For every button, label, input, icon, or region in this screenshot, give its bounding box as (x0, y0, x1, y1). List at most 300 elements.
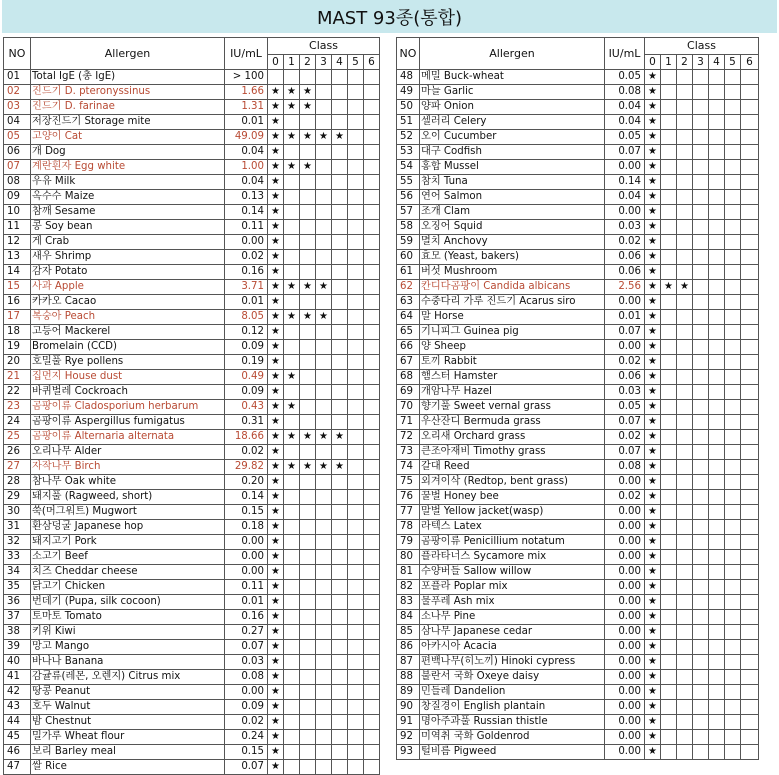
class-cell (348, 760, 364, 775)
row-number: 74 (397, 460, 420, 475)
class-cell (300, 640, 316, 655)
class-cell (725, 415, 741, 430)
class-cell (645, 685, 661, 700)
row-number: 43 (4, 700, 31, 715)
iu-value: 1.31 (225, 100, 268, 115)
class-cell (364, 445, 380, 460)
class-cell (741, 310, 759, 325)
class-cell (300, 265, 316, 280)
class-cell (316, 295, 332, 310)
class-cell (661, 100, 677, 115)
class-cell (725, 160, 741, 175)
iu-value: 0.15 (225, 745, 268, 760)
class-level-header: 5 (725, 55, 741, 70)
class-cell (332, 310, 348, 325)
class-cell (693, 580, 709, 595)
allergen-name: 바퀴벌레 Cockroach (31, 385, 225, 400)
star-icon: ★ (271, 491, 280, 502)
allergen-name: 감자 Potato (31, 265, 225, 280)
star-icon: ★ (271, 656, 280, 667)
class-cell (300, 700, 316, 715)
row-number: 75 (397, 475, 420, 490)
star-icon: ★ (648, 116, 657, 127)
class-cell (284, 220, 300, 235)
class-cell (268, 760, 284, 775)
allergen-name: 카카오 Cacao (31, 295, 225, 310)
class-cell (316, 355, 332, 370)
class-cell (348, 745, 364, 760)
class-cell (725, 700, 741, 715)
star-icon: ★ (271, 446, 280, 457)
star-icon: ★ (271, 176, 280, 187)
row-number: 30 (4, 505, 31, 520)
allergen-column-header: Allergen (31, 38, 225, 70)
class-cell (284, 700, 300, 715)
star-icon: ★ (303, 101, 312, 112)
class-cell (364, 580, 380, 595)
row-number: 50 (397, 100, 420, 115)
class-cell (348, 415, 364, 430)
iu-value: 0.00 (605, 550, 645, 565)
allergen-name: 참깨 Sesame (31, 205, 225, 220)
class-cell (741, 610, 759, 625)
class-cell (284, 235, 300, 250)
iu-value: > 100 (225, 70, 268, 85)
class-cell (677, 670, 693, 685)
allergen-row (4, 235, 380, 250)
allergen-row (397, 640, 759, 655)
star-icon: ★ (648, 506, 657, 517)
class-cell (661, 610, 677, 625)
iu-value: 0.00 (605, 610, 645, 625)
class-cell (693, 490, 709, 505)
class-cell (284, 325, 300, 340)
allergen-row (4, 595, 380, 610)
class-cell (645, 310, 661, 325)
allergen-name: 곰팡이류 Aspergillus fumigatus (31, 415, 225, 430)
row-number: 51 (397, 115, 420, 130)
class-cell (332, 760, 348, 775)
allergen-row (4, 265, 380, 280)
class-cell (725, 730, 741, 745)
class-cell (661, 640, 677, 655)
star-icon: ★ (271, 761, 280, 772)
class-cell (316, 565, 332, 580)
class-cell (725, 505, 741, 520)
allergen-row (4, 580, 380, 595)
allergen-name: 쑥(머그워트) Mugwort (31, 505, 225, 520)
class-cell (300, 625, 316, 640)
class-cell (741, 340, 759, 355)
row-number: 10 (4, 205, 31, 220)
class-cell (348, 325, 364, 340)
class-cell (725, 670, 741, 685)
class-cell (316, 595, 332, 610)
class-cell (709, 745, 725, 760)
allergen-row (397, 475, 759, 490)
class-cell (725, 610, 741, 625)
row-number: 17 (4, 310, 31, 325)
class-cell (316, 325, 332, 340)
iu-value: 0.03 (605, 220, 645, 235)
class-cell (316, 310, 332, 325)
class-cell (300, 745, 316, 760)
class-cell (661, 505, 677, 520)
class-cell (725, 250, 741, 265)
iu-column-header: IU/mL (605, 38, 645, 70)
star-icon: ★ (271, 191, 280, 202)
class-cell (741, 130, 759, 145)
star-icon: ★ (271, 266, 280, 277)
class-cell (677, 370, 693, 385)
iu-value: 0.00 (605, 160, 645, 175)
star-icon: ★ (271, 671, 280, 682)
allergen-row (4, 370, 380, 385)
class-cell (709, 565, 725, 580)
class-cell (284, 610, 300, 625)
class-cell (661, 685, 677, 700)
class-cell (268, 250, 284, 265)
class-cell (284, 565, 300, 580)
class-cell (709, 160, 725, 175)
iu-value: 0.08 (605, 460, 645, 475)
class-cell (725, 190, 741, 205)
class-cell (725, 220, 741, 235)
class-cell (284, 475, 300, 490)
row-number: 41 (4, 670, 31, 685)
allergen-name: 자작나무 Birch (31, 460, 225, 475)
class-cell (316, 340, 332, 355)
row-number: 69 (397, 385, 420, 400)
class-cell (284, 370, 300, 385)
class-cell (300, 190, 316, 205)
class-cell (677, 295, 693, 310)
class-cell (709, 640, 725, 655)
class-cell (300, 460, 316, 475)
class-cell (284, 505, 300, 520)
row-number: 62 (397, 280, 420, 295)
class-cell (284, 310, 300, 325)
class-cell (741, 715, 759, 730)
class-cell (645, 325, 661, 340)
allergen-row (397, 730, 759, 745)
class-cell (300, 85, 316, 100)
allergen-row (4, 520, 380, 535)
class-cell (693, 565, 709, 580)
class-cell (741, 445, 759, 460)
class-cell (677, 280, 693, 295)
class-cell (332, 445, 348, 460)
class-cell (693, 115, 709, 130)
iu-value: 0.03 (605, 385, 645, 400)
class-cell (348, 625, 364, 640)
class-cell (332, 85, 348, 100)
class-cell (284, 295, 300, 310)
class-cell (661, 340, 677, 355)
iu-value: 1.66 (225, 85, 268, 100)
class-cell (332, 505, 348, 520)
class-cell (725, 475, 741, 490)
star-icon: ★ (271, 416, 280, 427)
star-icon: ★ (335, 431, 344, 442)
class-cell (348, 685, 364, 700)
row-number: 84 (397, 610, 420, 625)
class-cell (645, 430, 661, 445)
class-cell (268, 670, 284, 685)
star-icon: ★ (680, 281, 689, 292)
class-cell (316, 475, 332, 490)
iu-value: 1.00 (225, 160, 268, 175)
class-cell (661, 520, 677, 535)
class-cell (725, 145, 741, 160)
row-number: 78 (397, 520, 420, 535)
star-icon: ★ (648, 311, 657, 322)
row-number: 33 (4, 550, 31, 565)
class-cell (364, 475, 380, 490)
iu-value: 0.20 (225, 475, 268, 490)
allergen-name: 집먼지 House dust (31, 370, 225, 385)
allergen-row (397, 565, 759, 580)
class-cell (693, 130, 709, 145)
class-cell (364, 520, 380, 535)
star-icon: ★ (271, 611, 280, 622)
class-cell (645, 115, 661, 130)
row-number: 85 (397, 625, 420, 640)
class-cell (332, 715, 348, 730)
star-icon: ★ (319, 311, 328, 322)
class-cell (709, 430, 725, 445)
class-cell (709, 340, 725, 355)
class-cell (300, 505, 316, 520)
class-cell (725, 745, 741, 760)
class-cell (741, 175, 759, 190)
class-cell (693, 655, 709, 670)
class-cell (725, 70, 741, 85)
row-number: 64 (397, 310, 420, 325)
class-cell (332, 595, 348, 610)
class-cell (284, 595, 300, 610)
class-level-header: 0 (268, 55, 284, 70)
class-cell (677, 325, 693, 340)
allergen-row (397, 265, 759, 280)
class-cell (332, 205, 348, 220)
class-cell (725, 400, 741, 415)
class-cell (284, 625, 300, 640)
class-cell (268, 415, 284, 430)
class-cell (741, 190, 759, 205)
class-cell (661, 460, 677, 475)
row-number: 68 (397, 370, 420, 385)
iu-value: 0.02 (605, 235, 645, 250)
allergen-name: 외겨이삭 (Redtop, bent grass) (420, 475, 605, 490)
star-icon: ★ (303, 311, 312, 322)
class-cell (284, 160, 300, 175)
class-cell (300, 280, 316, 295)
class-cell (332, 400, 348, 415)
star-icon: ★ (648, 191, 657, 202)
class-cell (284, 460, 300, 475)
class-cell (348, 400, 364, 415)
class-cell (661, 415, 677, 430)
iu-value: 8.05 (225, 310, 268, 325)
allergen-row (397, 580, 759, 595)
class-cell (645, 160, 661, 175)
class-cell (709, 625, 725, 640)
class-cell (725, 355, 741, 370)
star-icon: ★ (271, 101, 280, 112)
class-cell (284, 415, 300, 430)
class-cell (725, 460, 741, 475)
class-cell (645, 520, 661, 535)
row-number: 36 (4, 595, 31, 610)
iu-value: 0.06 (605, 370, 645, 385)
class-cell (709, 280, 725, 295)
allergen-row (4, 385, 380, 400)
class-cell (316, 265, 332, 280)
class-cell (364, 145, 380, 160)
iu-value: 0.24 (225, 730, 268, 745)
class-cell (268, 265, 284, 280)
class-cell (348, 640, 364, 655)
class-cell (300, 445, 316, 460)
row-number: 87 (397, 655, 420, 670)
class-cell (316, 400, 332, 415)
class-cell (364, 730, 380, 745)
star-icon: ★ (271, 521, 280, 532)
class-cell (677, 490, 693, 505)
iu-value: 0.00 (225, 565, 268, 580)
class-cell (677, 205, 693, 220)
class-cell (300, 655, 316, 670)
class-cell (645, 385, 661, 400)
allergen-name: 연어 Salmon (420, 190, 605, 205)
class-cell (725, 565, 741, 580)
class-cell (316, 430, 332, 445)
allergen-row (397, 145, 759, 160)
iu-value: 0.11 (225, 220, 268, 235)
star-icon: ★ (271, 131, 280, 142)
class-level-header: 0 (645, 55, 661, 70)
class-cell (268, 340, 284, 355)
class-cell (348, 100, 364, 115)
class-cell (284, 400, 300, 415)
class-cell (364, 595, 380, 610)
class-cell (661, 205, 677, 220)
class-cell (677, 625, 693, 640)
class-cell (300, 475, 316, 490)
class-cell (364, 130, 380, 145)
allergen-row (4, 445, 380, 460)
star-icon: ★ (287, 161, 296, 172)
class-cell (332, 355, 348, 370)
class-cell (725, 625, 741, 640)
iu-value: 0.09 (225, 700, 268, 715)
row-number: 71 (397, 415, 420, 430)
allergen-name: 환삼덩굴 Japanese hop (31, 520, 225, 535)
class-cell (364, 280, 380, 295)
class-cell (300, 595, 316, 610)
allergen-row (4, 430, 380, 445)
class-cell (693, 385, 709, 400)
allergen-row (4, 310, 380, 325)
allergen-row (397, 280, 759, 295)
star-icon: ★ (648, 221, 657, 232)
class-cell (677, 400, 693, 415)
class-cell (709, 550, 725, 565)
class-cell (709, 175, 725, 190)
class-cell (645, 250, 661, 265)
class-cell (677, 535, 693, 550)
star-icon: ★ (648, 491, 657, 502)
row-number: 32 (4, 535, 31, 550)
class-cell (709, 700, 725, 715)
star-icon: ★ (648, 266, 657, 277)
class-cell (709, 100, 725, 115)
class-cell (661, 715, 677, 730)
class-cell (725, 685, 741, 700)
class-cell (693, 625, 709, 640)
class-cell (348, 190, 364, 205)
row-number: 70 (397, 400, 420, 415)
allergen-row (397, 400, 759, 415)
class-cell (677, 565, 693, 580)
class-cell (284, 580, 300, 595)
class-cell (332, 535, 348, 550)
star-icon: ★ (319, 461, 328, 472)
row-number: 22 (4, 385, 31, 400)
iu-value: 3.71 (225, 280, 268, 295)
class-cell (725, 115, 741, 130)
class-cell (364, 640, 380, 655)
class-cell (300, 370, 316, 385)
iu-value: 0.00 (605, 730, 645, 745)
row-number: 82 (397, 580, 420, 595)
class-cell (332, 415, 348, 430)
class-cell (645, 610, 661, 625)
allergen-row (397, 190, 759, 205)
class-cell (316, 145, 332, 160)
class-cell (284, 520, 300, 535)
row-number: 86 (397, 640, 420, 655)
class-cell (300, 160, 316, 175)
allergen-row (397, 550, 759, 565)
iu-value: 0.02 (225, 715, 268, 730)
row-number: 13 (4, 250, 31, 265)
class-cell (693, 520, 709, 535)
class-cell (332, 700, 348, 715)
allergen-row (397, 685, 759, 700)
allergen-row (4, 325, 380, 340)
allergen-row (4, 655, 380, 670)
class-cell (645, 100, 661, 115)
class-cell (316, 385, 332, 400)
row-number: 34 (4, 565, 31, 580)
allergen-row (397, 490, 759, 505)
class-cell (677, 475, 693, 490)
class-cell (677, 100, 693, 115)
class-cell (741, 205, 759, 220)
class-cell (645, 700, 661, 715)
class-cell (332, 430, 348, 445)
class-cell (693, 730, 709, 745)
row-number: 88 (397, 670, 420, 685)
class-cell (268, 520, 284, 535)
class-cell (645, 445, 661, 460)
iu-value: 0.00 (605, 715, 645, 730)
class-cell (661, 655, 677, 670)
allergen-row (4, 280, 380, 295)
allergen-name: 우산잔디 Bermuda grass (420, 415, 605, 430)
